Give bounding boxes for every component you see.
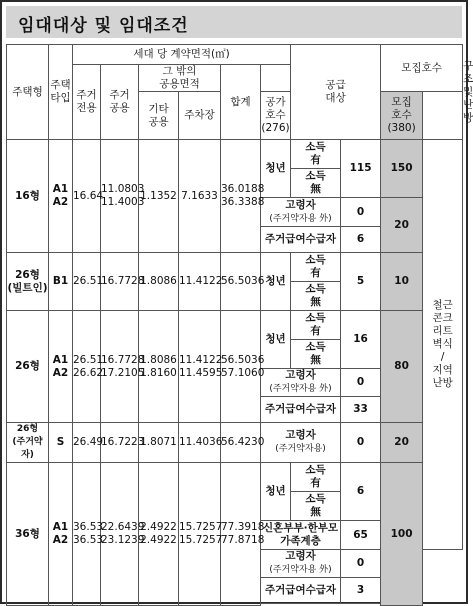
vacant-youth-36: 6 bbox=[341, 463, 381, 521]
header-type: 주택형 bbox=[7, 45, 49, 140]
vacant-youth-26: 16 bbox=[341, 311, 381, 369]
total-36: 77.3918 77.8718 bbox=[221, 463, 261, 606]
elder-label-16: 고령자 bbox=[285, 198, 316, 211]
income-no-16: 소득 無 bbox=[291, 169, 341, 198]
header-recruit: 모집호수 bbox=[381, 45, 463, 92]
elder-label-26-weak: 고령자 bbox=[285, 429, 316, 441]
header-contract-area: 세대 당 계약면적(㎡) bbox=[73, 45, 291, 65]
income-yes-26: 소득 有 bbox=[291, 311, 341, 340]
table-row bbox=[7, 140, 463, 169]
elder-label-26: 고령자 bbox=[285, 369, 316, 381]
tap-36: A1 A2 bbox=[49, 463, 73, 606]
target-youth-36: 청년 bbox=[261, 463, 291, 521]
target-newlywed-36: 신혼부부·한부모 가족계층 bbox=[261, 521, 341, 550]
page-title: 임대대상 및 임대조건 bbox=[18, 16, 189, 36]
target-welfare-16: 주거급여수급자 bbox=[261, 227, 341, 253]
vacant-newlywed-36: 65 bbox=[341, 521, 381, 550]
recruit-26-builtin: 10 bbox=[381, 253, 423, 311]
elder-note-16: (주거약자용 外) bbox=[269, 213, 332, 224]
elder-note-26: (주거약자용 外) bbox=[269, 384, 332, 394]
target-welfare-26: 주거급여수급자 bbox=[261, 397, 341, 423]
header-parking: 주차장 bbox=[179, 92, 221, 140]
recruit-26-weak: 20 bbox=[381, 423, 423, 463]
income-no-26: 소득 無 bbox=[291, 340, 341, 369]
resi-36: 22.6439 23.1239 bbox=[101, 463, 139, 606]
vacant-welfare-26: 33 bbox=[341, 397, 381, 423]
park-16: 7.1633 bbox=[179, 140, 221, 253]
total-26-weak: 56.4230 bbox=[221, 423, 261, 463]
resi-16: 11.0803 11.4003 bbox=[101, 140, 139, 253]
total-16: 36.0188 36.3388 bbox=[221, 140, 261, 253]
target-youth-26-builtin: 청년 bbox=[261, 253, 291, 311]
etc-26: 1.8086 1.8160 bbox=[139, 311, 179, 423]
type-26-weak: 26형 (주거약자) bbox=[7, 423, 49, 463]
resi-26-weak: 16.7223 bbox=[101, 423, 139, 463]
tap-26-builtin: B1 bbox=[49, 253, 73, 311]
header-exclusive: 주거 전용 bbox=[73, 65, 101, 140]
type-16: 16형 bbox=[7, 140, 49, 253]
vacant-elder-26: 0 bbox=[341, 369, 381, 397]
park-26: 11.4122 11.4595 bbox=[179, 311, 221, 423]
vacant-welfare-16: 6 bbox=[341, 227, 381, 253]
excl-26-weak: 26.49 bbox=[73, 423, 101, 463]
vacant-elder-36: 0 bbox=[341, 550, 381, 578]
total-26: 56.5036 57.1060 bbox=[221, 311, 261, 423]
tap-26-weak: S bbox=[49, 423, 73, 463]
resi-26: 16.7728 17.2105 bbox=[101, 311, 139, 423]
etc-36: 2.4922 2.4922 bbox=[139, 463, 179, 606]
target-youth-26: 청년 bbox=[261, 311, 291, 369]
vacant-26-weak: 0 bbox=[341, 423, 381, 463]
income-yes-26-builtin: 소득 有 bbox=[291, 253, 341, 282]
table-row bbox=[7, 463, 463, 492]
excl-16: 16.64 bbox=[73, 140, 101, 253]
header-vacant: 공가 호수 (276) bbox=[261, 92, 291, 140]
tap-26: A1 A2 bbox=[49, 311, 73, 423]
header-etc-common: 기타 공용 bbox=[139, 92, 179, 140]
type-26: 26형 bbox=[7, 311, 49, 423]
recruit-36: 100 bbox=[381, 463, 423, 606]
recruit-26: 80 bbox=[381, 311, 423, 423]
target-welfare-36: 주거급여수급자 bbox=[261, 578, 341, 604]
income-no-26-builtin: 소득 無 bbox=[291, 282, 341, 311]
elder-note-36: (주거약자용 外) bbox=[269, 565, 332, 575]
income-no-36: 소득 無 bbox=[291, 492, 341, 521]
tap-16: A1 A2 bbox=[49, 140, 73, 253]
recruit-others-16: 20 bbox=[381, 198, 423, 253]
target-elder-26 bbox=[261, 369, 341, 397]
header-supply-target: 공급 대상 bbox=[291, 45, 381, 140]
header-other-common: 그 밖의 공용면적 bbox=[139, 65, 221, 92]
header-tap: 주택 타입 bbox=[49, 45, 73, 140]
elder-note-26-weak: (주거약자용) bbox=[275, 444, 326, 454]
type-26-builtin: 26형 (빌트인) bbox=[7, 253, 49, 311]
rental-conditions-table bbox=[6, 44, 473, 606]
table-row bbox=[7, 253, 463, 282]
excl-26-builtin: 26.51 bbox=[73, 253, 101, 311]
elder-label-36: 고령자 bbox=[285, 550, 316, 562]
total-26-builtin: 56.5036 bbox=[221, 253, 261, 311]
target-elder-16 bbox=[261, 198, 341, 227]
target-elder-26-weak bbox=[261, 423, 341, 463]
header-total: 합계 bbox=[221, 65, 261, 140]
target-youth-16: 청년 bbox=[261, 140, 291, 198]
etc-16: 1.1352 bbox=[139, 140, 179, 253]
park-36: 15.7257 15.7257 bbox=[179, 463, 221, 606]
recruit-youth-16: 150 bbox=[381, 140, 423, 198]
park-26-builtin: 11.4122 bbox=[179, 253, 221, 311]
income-yes-36: 소득 有 bbox=[291, 463, 341, 492]
park-26-weak: 11.4036 bbox=[179, 423, 221, 463]
title-bar bbox=[6, 6, 462, 38]
resi-26-builtin: 16.7728 bbox=[101, 253, 139, 311]
header-row-1: 주택형 주택 타입 세대 당 계약면적(㎡) 공급 대상 모집호수 구조 및 난방 bbox=[7, 45, 463, 65]
type-36: 36형 bbox=[7, 463, 49, 606]
vacant-elder-16: 0 bbox=[341, 198, 381, 227]
target-elder-36 bbox=[261, 550, 341, 578]
table-row bbox=[7, 311, 463, 340]
table-row bbox=[7, 423, 463, 463]
structure-value: 철근 콘크 리트 벽식 / 지역 난방 bbox=[423, 140, 463, 550]
header-residential-common: 주거 공용 bbox=[101, 65, 139, 140]
vacant-26-builtin: 5 bbox=[341, 253, 381, 311]
header-recruit-count: 모집 호수 (380) bbox=[381, 92, 423, 140]
vacant-youth-16: 115 bbox=[341, 140, 381, 198]
etc-26-builtin: 1.8086 bbox=[139, 253, 179, 311]
income-yes-16: 소득 有 bbox=[291, 140, 341, 169]
excl-26: 26.51 26.62 bbox=[73, 311, 101, 423]
etc-26-weak: 1.8071 bbox=[139, 423, 179, 463]
excl-36: 36.53 36.53 bbox=[73, 463, 101, 606]
vacant-welfare-36: 3 bbox=[341, 578, 381, 604]
